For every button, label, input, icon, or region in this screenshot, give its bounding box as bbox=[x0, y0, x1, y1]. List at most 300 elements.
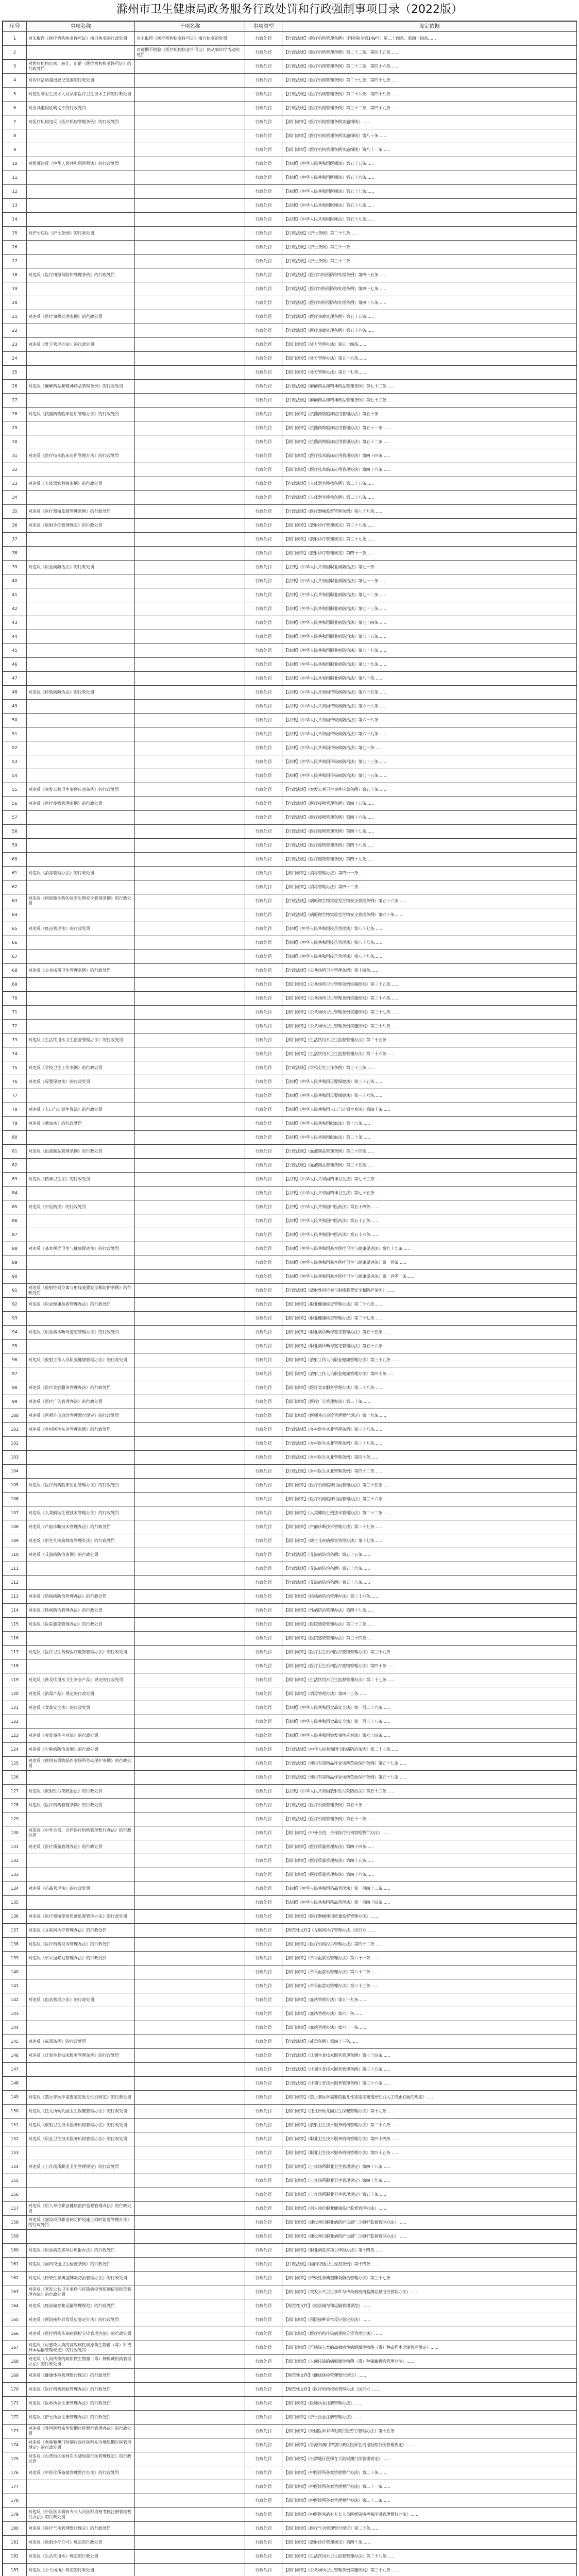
cell-sub bbox=[135, 1117, 245, 1131]
cell-no: 15 bbox=[3, 227, 27, 241]
table-row bbox=[3, 825, 577, 839]
cell-no: 179 bbox=[3, 2508, 27, 2522]
cell-type: 行政处罚 bbox=[245, 922, 282, 936]
cell-no: 61 bbox=[3, 867, 27, 880]
cell-name bbox=[27, 1214, 135, 1228]
cell-name bbox=[27, 992, 135, 1006]
cell-sub bbox=[135, 1729, 245, 1743]
cell-no: 69 bbox=[3, 978, 27, 992]
cell-no: 163 bbox=[3, 2285, 27, 2299]
cell-name bbox=[27, 1187, 135, 1200]
cell-basis: 【法律】《中华人民共和国职业病防治法》第七十七条…… bbox=[282, 644, 577, 658]
cell-no: 117 bbox=[3, 1646, 27, 1659]
cell-no: 39 bbox=[3, 561, 27, 574]
cell-name: 对违反《公共场所卫生管理条例》的行政处罚 bbox=[27, 964, 135, 978]
cell-no: 78 bbox=[3, 1103, 27, 1117]
cell-no: 171 bbox=[3, 2397, 27, 2411]
cell-no: 56 bbox=[3, 797, 27, 811]
cell-basis: 【部门规章】《医疗质量管理办法》第四十五条…… bbox=[282, 1854, 577, 1868]
cell-sub bbox=[135, 2411, 245, 2425]
cell-sub bbox=[135, 2132, 245, 2146]
table-row bbox=[3, 282, 577, 296]
cell-sub bbox=[135, 1687, 245, 1701]
table-row bbox=[3, 2397, 577, 2411]
cell-no: 25 bbox=[3, 366, 27, 380]
cell-basis: 【部门规章】《中医诊所备案管理暂行办法》第二十二条…… bbox=[282, 2494, 577, 2508]
cell-basis: 【行政法规】《医疗纠纷预防和处理条例》第四十七条…… bbox=[282, 282, 577, 296]
cell-basis: 【行政法规】《中华人民共和国尘肺病防治条例》第二十三条…… bbox=[282, 1743, 577, 1757]
cell-name: 对违反《基本医疗卫生与健康促进法》的行政处罚 bbox=[27, 1242, 135, 1256]
cell-basis: 【部门规章】《中医诊所备案管理暂行办法》第二十一条…… bbox=[282, 2480, 577, 2494]
cell-sub bbox=[135, 1200, 245, 1214]
cell-sub bbox=[135, 143, 245, 157]
cell-name: 对违反《放射性污染防治法》的行政处罚 bbox=[27, 1785, 135, 1799]
cell-name bbox=[27, 394, 135, 408]
cell-name bbox=[27, 616, 135, 630]
cell-name: 对违反《医疗机构管理条例》的行政处罚 bbox=[27, 1799, 135, 1812]
cell-sub bbox=[135, 2007, 245, 2021]
cell-name: 对违反《职业病防治法》的行政处罚 bbox=[27, 561, 135, 574]
cell-basis: 【部门规章】《抗菌药物临床应用管理办法》第五十一条…… bbox=[282, 421, 577, 435]
cell-no: 103 bbox=[3, 1451, 27, 1465]
cell-basis: 【行政法规】《乡村医生从业管理条例》第三十八条…… bbox=[282, 1423, 577, 1437]
cell-basis: 【行政法规】《学校卫生工作条例》第三十三条…… bbox=[282, 1061, 577, 1075]
table-row bbox=[3, 2188, 577, 2202]
cell-name bbox=[27, 352, 135, 366]
cell-basis: 【行政法规】《医疗废物管理条例》第四十六条…… bbox=[282, 811, 577, 825]
cell-basis: 【部门规章】《结核病防治管理办法》第三十六条…… bbox=[282, 1590, 577, 1604]
cell-no: 106 bbox=[3, 1493, 27, 1506]
cell-sub bbox=[135, 700, 245, 714]
cell-no: 67 bbox=[3, 950, 27, 964]
table-row bbox=[3, 2438, 577, 2452]
table-row bbox=[3, 32, 577, 46]
table-row bbox=[3, 115, 577, 129]
table-row bbox=[3, 922, 577, 936]
cell-sub bbox=[135, 408, 245, 421]
cell-basis: 【行政法规】《乡村医生从业管理条例》第四十二条…… bbox=[282, 1465, 577, 1479]
cell-no: 49 bbox=[3, 700, 27, 714]
cell-sub bbox=[135, 2202, 245, 2216]
cell-sub bbox=[135, 2146, 245, 2160]
cell-type: 行政处罚 bbox=[245, 1548, 282, 1562]
cell-type: 行政处罚 bbox=[245, 2397, 282, 2411]
cell-type: 行政处罚 bbox=[245, 2411, 282, 2425]
cell-basis: 【法律】《中华人民共和国母婴保健法》第三十五条…… bbox=[282, 1075, 577, 1089]
cell-no: 177 bbox=[3, 2480, 27, 2494]
cell-basis: 【部门规章】《医疗技术临床应用管理办法》第四十六条…… bbox=[282, 463, 577, 477]
cell-basis: 【部门规章】《职业健康检查管理办法》第二十六条…… bbox=[282, 1298, 577, 1312]
table-row bbox=[3, 2007, 577, 2021]
cell-no: 59 bbox=[3, 839, 27, 853]
cell-type: 行政处罚 bbox=[245, 338, 282, 352]
table-row bbox=[3, 602, 577, 616]
cell-sub bbox=[135, 2244, 245, 2258]
cell-basis: 【法律】《中华人民共和国基本医疗卫生与健康促进法》第九十九条…… bbox=[282, 1242, 577, 1256]
cell-name: 对违反《护士执业注册管理办法》的行政处罚 bbox=[27, 2411, 135, 2425]
cell-type: 行政处罚 bbox=[245, 1298, 282, 1312]
cell-type: 行政处罚 bbox=[245, 2480, 282, 2494]
table-row bbox=[3, 449, 577, 463]
table-row bbox=[3, 1799, 577, 1812]
cell-type: 行政处罚 bbox=[245, 1534, 282, 1548]
cell-no: 150 bbox=[3, 2105, 27, 2119]
table-row bbox=[3, 616, 577, 630]
cell-no: 165 bbox=[3, 2313, 27, 2327]
cell-sub bbox=[135, 2272, 245, 2285]
cell-basis: 【部门规章】《医疗技术临床应用管理办法》第四十四条…… bbox=[282, 449, 577, 463]
cell-type: 行政处罚 bbox=[245, 1242, 282, 1256]
cell-no: 1 bbox=[3, 32, 27, 46]
cell-sub bbox=[135, 561, 245, 574]
table-row bbox=[3, 1353, 577, 1367]
cell-basis: 【行政法规】《医疗机构管理条例》第二十三条、第四十六条…… bbox=[282, 60, 577, 74]
cell-name: 对违反《产前诊断技术管理办法》的行政处罚 bbox=[27, 1520, 135, 1534]
table-row bbox=[3, 2564, 577, 2576]
cell-type: 行政处罚 bbox=[245, 2188, 282, 2202]
cell-name bbox=[27, 324, 135, 338]
table-row bbox=[3, 686, 577, 700]
cell-sub bbox=[135, 1409, 245, 1423]
cell-sub bbox=[135, 519, 245, 533]
table-row bbox=[3, 2466, 577, 2480]
cell-name: 对违反《医疗美容服务管理办法》的行政处罚 bbox=[27, 1381, 135, 1395]
table-row bbox=[3, 2425, 577, 2438]
cell-sub bbox=[135, 2383, 245, 2397]
cell-no: 32 bbox=[3, 463, 27, 477]
table-row bbox=[3, 1187, 577, 1200]
cell-type: 行政处罚 bbox=[245, 2230, 282, 2244]
cell-sub bbox=[135, 1187, 245, 1200]
cell-type: 行政处罚 bbox=[245, 839, 282, 853]
cell-no: 30 bbox=[3, 435, 27, 449]
cell-type: 行政处罚 bbox=[245, 2494, 282, 2508]
cell-no: 116 bbox=[3, 1632, 27, 1646]
table-row bbox=[3, 1965, 577, 1979]
cell-no: 29 bbox=[3, 421, 27, 435]
cell-name bbox=[27, 213, 135, 227]
cell-name bbox=[27, 1659, 135, 1673]
cell-basis: 【部门规章】《血站管理办法》第六十一条…… bbox=[282, 2021, 577, 2035]
cell-type: 行政处罚 bbox=[245, 2049, 282, 2063]
table-row bbox=[3, 547, 577, 561]
table-row bbox=[3, 2341, 577, 2355]
cell-no: 27 bbox=[3, 394, 27, 408]
cell-name: 对违反《医疗机构投诉管理办法》的行政处罚 bbox=[27, 1938, 135, 1952]
cell-no: 88 bbox=[3, 1242, 27, 1256]
cell-basis: 【部门规章】《医疗质量管理办法》第四十四条…… bbox=[282, 1840, 577, 1854]
cell-basis: 【部门规章】《中医诊所备案管理暂行办法》第二十条…… bbox=[282, 2466, 577, 2480]
cell-name bbox=[27, 853, 135, 867]
table-row bbox=[3, 992, 577, 1006]
cell-sub bbox=[135, 2035, 245, 2049]
cell-type: 行政处罚 bbox=[245, 2536, 282, 2550]
cell-name: 对违反《医疗机构校验管理办法》的行政处罚 bbox=[27, 2383, 135, 2397]
cell-sub bbox=[135, 1562, 245, 1576]
table-row bbox=[3, 2077, 577, 2091]
cell-name bbox=[27, 700, 135, 714]
cell-sub bbox=[135, 1047, 245, 1061]
cell-name bbox=[27, 644, 135, 658]
cell-sub bbox=[135, 2188, 245, 2202]
table-row bbox=[3, 241, 577, 255]
cell-sub bbox=[135, 2438, 245, 2452]
cell-type: 行政处罚 bbox=[245, 324, 282, 338]
cell-type: 行政处罚 bbox=[245, 2119, 282, 2132]
table-row bbox=[3, 1284, 577, 1298]
cell-type: 行政处罚 bbox=[245, 1047, 282, 1061]
cell-basis: 【部门规章】《放射工作人员职业健康管理办法》第四十条…… bbox=[282, 1367, 577, 1381]
cell-basis: 【法律】《中华人民共和国传染病防治法》第七十三条…… bbox=[282, 755, 577, 769]
cell-basis: 【部门规章】《医疗机构传染病预检分诊管理办法》…… bbox=[282, 2327, 577, 2341]
cell-sub bbox=[135, 880, 245, 894]
cell-no: 6 bbox=[3, 101, 27, 115]
cell-name bbox=[27, 1451, 135, 1465]
cell-basis: 【法律】《中华人民共和国职业病防治法》第七十九条…… bbox=[282, 658, 577, 672]
cell-no: 14 bbox=[3, 213, 27, 227]
cell-basis: 【行政法规】《突发公共卫生事件应急条例》第五十条…… bbox=[282, 783, 577, 797]
cell-type: 行政处罚 bbox=[245, 1646, 282, 1659]
cell-basis: 【法律】《中华人民共和国人口与计划生育法》第四十条…… bbox=[282, 1103, 577, 1117]
table-row bbox=[3, 1131, 577, 1145]
cell-sub bbox=[135, 1131, 245, 1145]
table-row bbox=[3, 1159, 577, 1173]
cell-basis: 【法律】《中华人民共和国药品管理法》第一百四十二条…… bbox=[282, 1882, 577, 1896]
cell-no: 11 bbox=[3, 171, 27, 185]
cell-basis: 【法律】《中华人民共和国医师法》第五十七条…… bbox=[282, 185, 577, 199]
cell-type: 行政处罚 bbox=[245, 1993, 282, 2007]
cell-basis: 【部门规章】《生活饮用水卫生监督管理办法》第二十八条…… bbox=[282, 2550, 577, 2564]
cell-sub bbox=[135, 74, 245, 88]
cell-basis: 【规范性文件】《健康体检管理暂行规定》…… bbox=[282, 2369, 577, 2383]
table-row bbox=[3, 2285, 577, 2299]
cell-basis: 【行政法规】《血液制品管理条例》第三十四条…… bbox=[282, 1145, 577, 1159]
table-row bbox=[3, 171, 577, 185]
cell-name: 对违反《国内交通卫生检疫条例》的行政处罚 bbox=[27, 2258, 135, 2272]
cell-type: 行政处罚 bbox=[245, 2369, 282, 2383]
cell-sub bbox=[135, 2230, 245, 2244]
table-row bbox=[3, 2174, 577, 2188]
cell-type: 行政处罚 bbox=[245, 741, 282, 755]
cell-basis: 【行政法规】《医疗废物管理条例》第四十五条…… bbox=[282, 797, 577, 811]
cell-type: 行政处罚 bbox=[245, 1033, 282, 1047]
cell-basis: 【部门规章】《医疗气功管理暂行规定》第二十条…… bbox=[282, 2522, 577, 2536]
table-row bbox=[3, 268, 577, 282]
cell-no: 80 bbox=[3, 1131, 27, 1145]
cell-basis: 【部门规章】《处方管理办法》第五十四条…… bbox=[282, 338, 577, 352]
cell-type: 行政处罚 bbox=[245, 672, 282, 686]
table-row bbox=[3, 2021, 577, 2035]
table-row bbox=[3, 1729, 577, 1743]
cell-no: 156 bbox=[3, 2188, 27, 2202]
cell-sub bbox=[135, 310, 245, 324]
table-row bbox=[3, 1451, 577, 1465]
cell-type: 行政处罚 bbox=[245, 2216, 282, 2230]
cell-no: 125 bbox=[3, 1757, 27, 1771]
cell-sub bbox=[135, 2355, 245, 2369]
cell-type: 行政处罚 bbox=[245, 380, 282, 394]
cell-type: 行政处罚 bbox=[245, 2244, 282, 2258]
cell-basis: 【行政法规】《计划生育技术服务管理条例》第三十六条…… bbox=[282, 2077, 577, 2091]
cell-name: 对违反《疫苗管理法》的行政处罚 bbox=[27, 922, 135, 936]
cell-basis: 【部门规章】《护士执业注册管理办法》…… bbox=[282, 2411, 577, 2425]
cell-type: 行政处罚 bbox=[245, 2452, 282, 2466]
cell-name: 对违反《互联网诊疗管理办法》的行政处罚 bbox=[27, 1924, 135, 1938]
cell-type: 行政处罚 bbox=[245, 2160, 282, 2174]
table-row bbox=[3, 1047, 577, 1061]
cell-name bbox=[27, 491, 135, 505]
cell-name: 对违反《托儿所幼儿园卫生保健管理办法》的行政处罚 bbox=[27, 2105, 135, 2119]
cell-sub bbox=[135, 1020, 245, 1033]
cell-sub bbox=[135, 1423, 245, 1437]
cell-name: 对违反《医院感染管理办法》的行政处罚 bbox=[27, 1618, 135, 1632]
table-row bbox=[3, 1340, 577, 1353]
cell-no: 17 bbox=[3, 255, 27, 268]
cell-basis: 【部门规章】《医疗机构管理条例实施细则》…… bbox=[282, 115, 577, 129]
table-row bbox=[3, 867, 577, 880]
cell-sub bbox=[135, 101, 245, 115]
cell-name: 对违反《传染性非典型肺炎防治管理办法》的行政处罚 bbox=[27, 2272, 135, 2285]
cell-basis: 【部门规章】《消毒管理办法》第四十一条…… bbox=[282, 867, 577, 880]
cell-basis: 【部门规章】《医院感染管理办法》第三十三条…… bbox=[282, 1618, 577, 1632]
cell-type: 行政处罚 bbox=[245, 2174, 282, 2188]
cell-name: 对违反《禁止非医学需要鉴定胎儿性别规定》的行政处罚 bbox=[27, 2091, 135, 2105]
cell-name: 对违反《母婴保健法》的行政处罚 bbox=[27, 1075, 135, 1089]
cell-type: 行政处罚 bbox=[245, 894, 282, 908]
cell-name bbox=[27, 839, 135, 853]
table-row bbox=[3, 2494, 577, 2508]
cell-type: 行政处罚 bbox=[245, 2508, 282, 2522]
cell-type: 行政处罚 bbox=[245, 1520, 282, 1534]
cell-name bbox=[27, 463, 135, 477]
cell-no: 138 bbox=[3, 1938, 27, 1952]
cell-no: 55 bbox=[3, 783, 27, 797]
cell-type: 行政处罚 bbox=[245, 1131, 282, 1145]
item-table-container bbox=[2, 21, 577, 2576]
cell-no: 76 bbox=[3, 1075, 27, 1089]
cell-type: 行政处罚 bbox=[245, 616, 282, 630]
cell-type: 行政处罚 bbox=[245, 978, 282, 992]
cell-basis: 【部门规章】《放射卫生技术服务机构管理办法》第二十六条…… bbox=[282, 2119, 577, 2132]
cell-basis: 【部门规章】《医疗美容服务管理办法》第二十八条…… bbox=[282, 1381, 577, 1395]
cell-name bbox=[27, 1312, 135, 1326]
cell-type: 行政处罚 bbox=[245, 811, 282, 825]
table-row bbox=[3, 2383, 577, 2397]
cell-type: 行政处罚 bbox=[245, 936, 282, 950]
cell-no: 139 bbox=[3, 1952, 27, 1965]
cell-basis: 【行政法规】《医疗机构管理条例》第五十条…… bbox=[282, 1799, 577, 1812]
cell-type: 行政处罚 bbox=[245, 1395, 282, 1409]
cell-name: 对违反《处方管理办法》的行政处罚 bbox=[27, 338, 135, 352]
cell-type: 行政处罚 bbox=[245, 46, 282, 60]
cell-type: 行政处罚 bbox=[245, 686, 282, 700]
cell-basis: 【部门规章】《放射诊疗管理规定》第三十八条…… bbox=[282, 519, 577, 533]
table-row bbox=[3, 1103, 577, 1117]
cell-basis: 【部门规章】《医疗卫生机构医疗废物管理办法》第四十条…… bbox=[282, 1659, 577, 1673]
cell-sub bbox=[135, 324, 245, 338]
cell-sub bbox=[135, 477, 245, 491]
cell-no: 147 bbox=[3, 2063, 27, 2077]
cell-name bbox=[27, 185, 135, 199]
cell-sub bbox=[135, 1381, 245, 1395]
cell-basis: 【行政法规】《人体器官移植条例》第二十八条…… bbox=[282, 491, 577, 505]
table-row bbox=[3, 2216, 577, 2230]
table-row bbox=[3, 1646, 577, 1659]
cell-no: 102 bbox=[3, 1437, 27, 1451]
cell-type: 行政处罚 bbox=[245, 101, 282, 115]
cell-no: 145 bbox=[3, 2035, 27, 2049]
cell-name bbox=[27, 1562, 135, 1576]
cell-no: 178 bbox=[3, 2494, 27, 2508]
table-row bbox=[3, 2244, 577, 2258]
cell-no: 77 bbox=[3, 1089, 27, 1103]
cell-type: 行政处罚 bbox=[245, 2327, 282, 2341]
cell-basis: 【行政法规】《艾滋病防治条例》第五十六条…… bbox=[282, 1562, 577, 1576]
cell-basis: 【部门规章】《消毒管理办法》第四十二条…… bbox=[282, 880, 577, 894]
cell-type: 行政处罚 bbox=[245, 366, 282, 380]
cell-basis: 【部门规章】《职业病诊断与鉴定管理办法》第五十六条…… bbox=[282, 1340, 577, 1353]
cell-sub bbox=[135, 2550, 245, 2564]
cell-name bbox=[27, 1868, 135, 1882]
cell-basis: 【法律】《中华人民共和国突发事件应对法》第六十四条…… bbox=[282, 1729, 577, 1743]
cell-type: 行政处罚 bbox=[245, 1632, 282, 1646]
cell-basis: 【法律】《中华人民共和国基本医疗卫生与健康促进法》第一百零一条…… bbox=[282, 1270, 577, 1284]
cell-sub bbox=[135, 1242, 245, 1256]
table-row bbox=[3, 310, 577, 324]
table-row bbox=[3, 797, 577, 811]
cell-sub bbox=[135, 1326, 245, 1340]
cell-name bbox=[27, 1493, 135, 1506]
cell-type: 行政处罚 bbox=[245, 2202, 282, 2216]
cell-type: 行政处罚 bbox=[245, 1103, 282, 1117]
cell-sub bbox=[135, 129, 245, 143]
cell-basis: 【行政法规】《乡村医生从业管理条例》第四十条…… bbox=[282, 1451, 577, 1465]
table-row bbox=[3, 2105, 577, 2119]
cell-name bbox=[27, 2494, 135, 2508]
cell-name bbox=[27, 129, 135, 143]
cell-type: 行政处罚 bbox=[245, 1173, 282, 1187]
cell-name: 对违反《献血法》的行政处罚 bbox=[27, 1117, 135, 1131]
cell-no: 134 bbox=[3, 1882, 27, 1896]
cell-type: 行政处罚 bbox=[245, 2091, 282, 2105]
cell-no: 93 bbox=[3, 1312, 27, 1326]
cell-type: 行政处罚 bbox=[245, 1576, 282, 1590]
cell-no: 23 bbox=[3, 338, 27, 352]
table-row bbox=[3, 505, 577, 519]
table-row bbox=[3, 1381, 577, 1395]
cell-sub bbox=[135, 2369, 245, 2383]
cell-name bbox=[27, 1131, 135, 1145]
cell-sub bbox=[135, 1993, 245, 2007]
cell-basis: 【行政法规】《医疗废物管理条例》第四十八条…… bbox=[282, 839, 577, 853]
cell-basis: 【行政法规】《人体器官移植条例》第二十五条…… bbox=[282, 477, 577, 491]
cell-sub bbox=[135, 1534, 245, 1548]
cell-type: 行政处罚 bbox=[245, 296, 282, 310]
table-row bbox=[3, 2119, 577, 2132]
cell-type: 行政处罚 bbox=[245, 1854, 282, 1868]
table-row bbox=[3, 421, 577, 435]
cell-sub bbox=[135, 1659, 245, 1673]
cell-sub bbox=[135, 115, 245, 129]
cell-type: 行政处罚 bbox=[245, 1451, 282, 1465]
cell-name bbox=[27, 908, 135, 922]
cell-name: 对使用非卫生技术人员从事医疗卫生技术工作的行政处罚 bbox=[27, 88, 135, 101]
table-row bbox=[3, 394, 577, 408]
table-row bbox=[3, 1687, 577, 1701]
cell-name bbox=[27, 672, 135, 686]
cell-sub bbox=[135, 255, 245, 268]
cell-name: 对违反《可感染人类的高致病性病原微生物菌（毒）种或样本运输管理规定》的行政处罚 bbox=[27, 2341, 135, 2355]
